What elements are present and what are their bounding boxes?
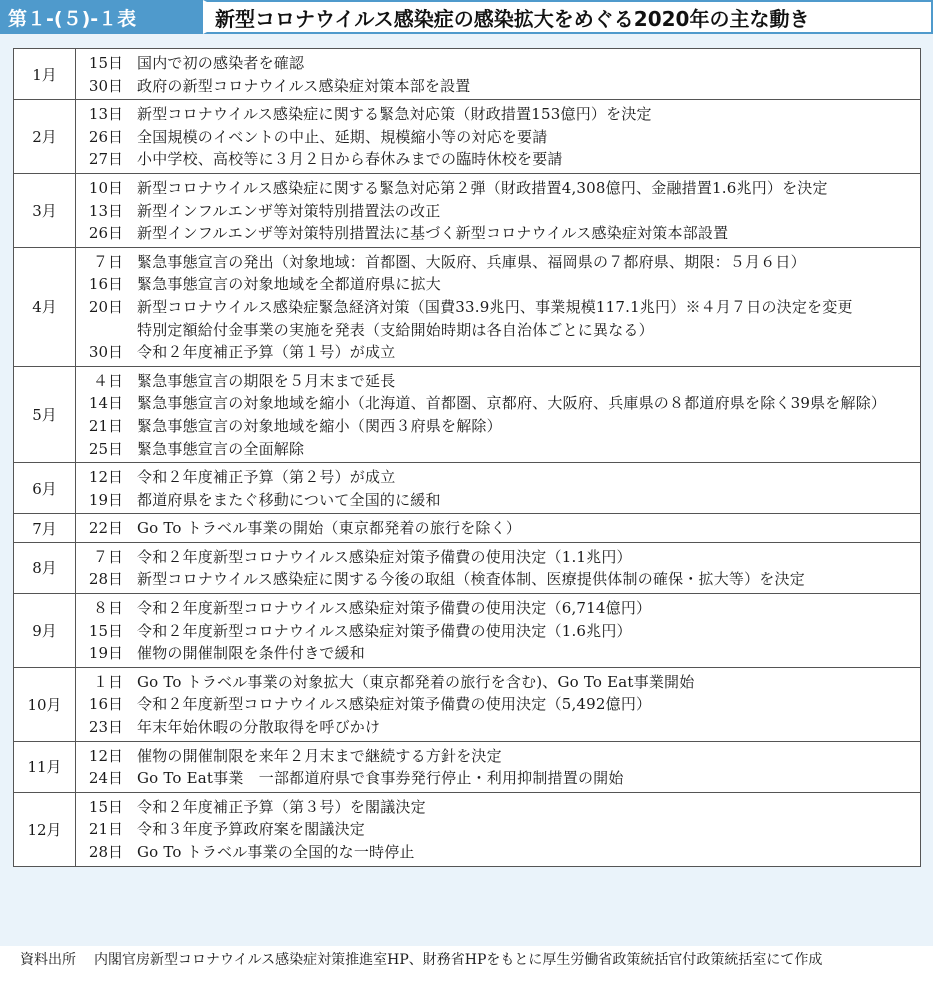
event-day: １日 <box>92 672 123 691</box>
events-cell <box>76 514 921 543</box>
event-item <box>82 716 914 739</box>
events-cell <box>76 542 921 593</box>
table-row <box>14 366 921 462</box>
event-text: 緊急事態宣言の対象地域を縮小（北海道、首都圏、京都府、大阪府、兵庫県の８都道府県を除く39県を解除） <box>137 394 887 413</box>
month-cell: 10月 <box>14 667 76 741</box>
event-item <box>82 671 914 694</box>
event-day: 25日 <box>88 439 123 458</box>
event-text: 令和３年度予算政府案を閣議決定 <box>137 820 366 839</box>
event-day: 27日 <box>88 150 123 169</box>
event-day: 13日 <box>88 105 123 124</box>
event-item <box>82 620 914 643</box>
table-row <box>14 792 921 866</box>
event-day: 19日 <box>88 490 123 509</box>
event-day: 19日 <box>88 644 123 663</box>
table-frame <box>0 34 933 946</box>
event-day: 15日 <box>88 621 123 640</box>
events-cell <box>76 173 921 247</box>
event-day: 16日 <box>88 695 123 714</box>
event-text: 令和２年度新型コロナウイルス感染症対策予備費の使用決定（6,714億円） <box>137 599 652 618</box>
event-text: 政府の新型コロナウイルス感染症対策本部を設置 <box>137 76 471 95</box>
events-cell <box>76 100 921 174</box>
event-day: 23日 <box>88 718 123 737</box>
event-text: Go To Eat事業 一部都道府県で食事券発行停止・利用抑制措置の開始 <box>137 769 624 788</box>
event-day: 10日 <box>88 178 123 197</box>
event-item <box>82 222 914 245</box>
event-day: 21日 <box>88 820 123 839</box>
event-item <box>82 75 914 98</box>
month-cell: 4月 <box>14 247 76 366</box>
event-item <box>82 392 914 415</box>
event-day: ８日 <box>92 599 123 618</box>
events-cell <box>76 49 921 100</box>
table-header <box>0 0 933 34</box>
month-cell: 9月 <box>14 594 76 668</box>
month-cell: 12月 <box>14 792 76 866</box>
event-text: 新型インフルエンザ等対策特別措置法に基づく新型コロナウイルス感染症対策本部設置 <box>137 224 729 243</box>
event-day: 12日 <box>88 468 123 487</box>
event-item <box>82 546 914 569</box>
event-day <box>82 319 137 342</box>
event-item <box>82 370 914 393</box>
event-text: 令和２年度新型コロナウイルス感染症対策予備費の使用決定（5,492億円） <box>137 695 652 714</box>
month-cell: 5月 <box>14 366 76 462</box>
event-item <box>82 693 914 716</box>
event-text: 全国規模のイベントの中止、延期、規模縮小等の対応を要請 <box>137 127 548 146</box>
event-day: 26日 <box>88 127 123 146</box>
event-text: 令和２年度補正予算（第３号）を閣議決定 <box>137 797 426 816</box>
table-row <box>14 542 921 593</box>
event-text: 緊急事態宣言の対象地域を縮小（関西３府県を解除） <box>137 416 502 435</box>
table-row <box>14 594 921 668</box>
event-day: 15日 <box>88 54 123 72</box>
event-item <box>82 177 914 200</box>
event-day: 30日 <box>88 76 123 95</box>
event-text: 令和２年度補正予算（第１号）が成立 <box>137 343 396 362</box>
event-text: 緊急事態宣言の対象地域を全都道府県に拡大 <box>137 275 442 294</box>
event-text: Go To トラベル事業の全国的な一時停止 <box>137 843 415 861</box>
event-item <box>82 796 914 819</box>
event-item <box>82 296 914 319</box>
event-text: 新型コロナウイルス感染症に関する緊急対応策（財政措置153億円）を決定 <box>137 105 652 124</box>
event-text: 特別定額給付金事業の実施を発表（支給開始時期は各自治体ごとに異なる） <box>137 320 654 339</box>
table-number-label: 第１-(５)-１表 <box>0 0 203 34</box>
month-cell: 6月 <box>14 463 76 514</box>
event-item <box>82 745 914 768</box>
month-cell: 1月 <box>14 49 76 100</box>
event-day: 14日 <box>88 394 123 413</box>
event-text: 新型コロナウイルス感染症緊急経済対策（国費33.9兆円、事業規模117.1兆円）※４月７日の決定を変更 <box>137 297 853 316</box>
table-row <box>14 173 921 247</box>
events-cell <box>76 247 921 366</box>
source-note <box>20 950 915 970</box>
event-text: 新型コロナウイルス感染症に関する緊急対応第２弾（財政措置4,308億円、金融措置1.6兆円）を決定 <box>137 178 828 197</box>
event-item <box>82 517 914 540</box>
event-text: 新型インフルエンザ等対策特別措置法の改正 <box>137 201 441 220</box>
month-cell: 8月 <box>14 542 76 593</box>
events-cell <box>76 366 921 462</box>
event-day: 13日 <box>88 201 123 220</box>
event-item <box>82 200 914 223</box>
table-row <box>14 49 921 100</box>
event-text: 小中学校、高校等に３月２日から春休みまでの臨時休校を要請 <box>137 150 563 169</box>
event-day: ７日 <box>92 252 123 271</box>
event-day: 12日 <box>88 746 123 765</box>
event-item <box>82 273 914 296</box>
event-day: 26日 <box>88 224 123 243</box>
table-row <box>14 463 921 514</box>
event-day: 28日 <box>88 843 123 861</box>
event-day: 30日 <box>88 343 123 362</box>
event-day: 16日 <box>88 275 123 294</box>
source-label: 資料出所 <box>20 952 76 968</box>
event-item <box>82 767 914 790</box>
event-item <box>82 52 914 75</box>
event-text: 令和２年度補正予算（第２号）が成立 <box>137 468 396 487</box>
event-item <box>82 103 914 126</box>
events-cell <box>76 741 921 792</box>
event-day: 15日 <box>88 797 123 816</box>
event-item <box>82 568 914 591</box>
event-item <box>82 126 914 149</box>
event-item <box>82 341 914 364</box>
table-row <box>14 741 921 792</box>
source-text: 内閣官房新型コロナウイルス感染症対策推進室HP、財務省HPをもとに厚生労働省政策統括官付政策統括室にて作成 <box>94 952 823 968</box>
event-text: 催物の開催制限を来年２月末まで継続する方針を決定 <box>137 746 502 765</box>
event-item <box>82 251 914 274</box>
event-day: ４日 <box>92 371 123 390</box>
event-day: 24日 <box>88 769 123 788</box>
event-text: 令和２年度新型コロナウイルス感染症対策予備費の使用決定（1.1兆円） <box>137 547 632 566</box>
event-day: 21日 <box>88 416 123 435</box>
event-item <box>82 818 914 841</box>
table-row <box>14 667 921 741</box>
month-cell: 2月 <box>14 100 76 174</box>
month-cell: 11月 <box>14 741 76 792</box>
event-text: 催物の開催制限を条件付きで緩和 <box>137 644 366 663</box>
event-text: 緊急事態宣言の期限を５月末まで延長 <box>137 371 396 390</box>
event-item <box>82 415 914 438</box>
event-day: ７日 <box>92 547 123 566</box>
table-title: 新型コロナウイルス感染症の感染拡大をめぐる2020年の主な動き <box>203 0 933 34</box>
event-item <box>82 489 914 512</box>
events-cell <box>76 594 921 668</box>
event-item <box>82 466 914 489</box>
event-text: 都道府県をまたぐ移動について全国的に緩和 <box>137 490 441 509</box>
event-text: 緊急事態宣言の全面解除 <box>137 439 305 458</box>
events-cell <box>76 667 921 741</box>
event-text: Go To トラベル事業の開始（東京都発着の旅行を除く） <box>137 519 522 538</box>
events-cell <box>76 792 921 866</box>
event-day: 22日 <box>88 519 123 538</box>
month-cell: 7月 <box>14 514 76 543</box>
table-row <box>14 514 921 543</box>
event-item <box>82 438 914 461</box>
event-text: 新型コロナウイルス感染症に関する今後の取組（検査体制、医療提供体制の確保・拡大等）を決定 <box>137 570 805 589</box>
timeline-table <box>13 48 921 867</box>
event-item <box>82 642 914 665</box>
event-text: 国内で初の感染者を確認 <box>137 54 305 72</box>
event-item <box>82 597 914 620</box>
month-cell: 3月 <box>14 173 76 247</box>
event-text: 令和２年度新型コロナウイルス感染症対策予備費の使用決定（1.6兆円） <box>137 621 632 640</box>
table-row <box>14 100 921 174</box>
event-item <box>82 148 914 171</box>
event-day: 20日 <box>88 297 123 316</box>
event-text: 年末年始休暇の分散取得を呼びかけ <box>137 718 381 737</box>
event-item <box>82 319 914 342</box>
event-day: 28日 <box>88 570 123 589</box>
table-row <box>14 247 921 366</box>
event-text: Go To トラベル事業の対象拡大（東京都発着の旅行を含む)、Go To Eat事業開始 <box>137 672 695 691</box>
events-cell <box>76 463 921 514</box>
event-item <box>82 841 914 864</box>
event-text: 緊急事態宣言の発出（対象地域：首都圏、大阪府、兵庫県、福岡県の７都府県、期限：５月６日） <box>137 252 806 271</box>
